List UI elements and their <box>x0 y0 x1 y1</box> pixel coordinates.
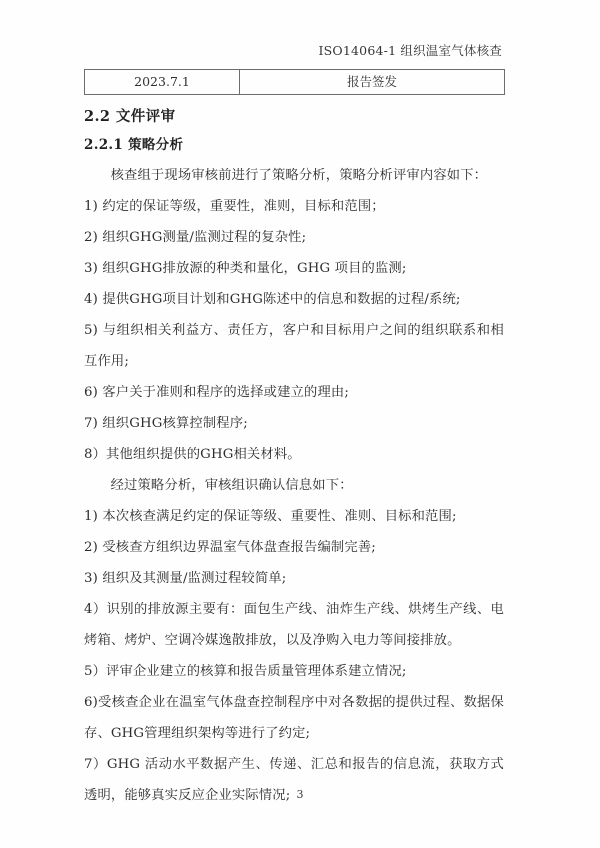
confirm-item-5: 5）评审企业建立的核算和报告质量管理体系建立情况; <box>84 664 407 679</box>
confirm-item-2: 2) 受核查方组织边界温室气体盘查报告编制完善; <box>84 540 376 555</box>
review-item-6: 6) 客户关于准则和程序的选择或建立的理由; <box>84 385 349 400</box>
confirm-item-7: 7）GHG 活动水平数据产生、传递、汇总和报告的信息流，获取方式透明，能够真实反应企业实际情况; <box>84 757 504 803</box>
table-row <box>85 70 505 95</box>
review-item-4: 4) 提供GHG项目计划和GHG陈述中的信息和数据的过程/系统; <box>84 292 461 307</box>
table-cell-date: 2023.7.1 <box>85 70 240 95</box>
confirm-item-4: 4）识别的排放源主要有：面包生产线、油炸生产线、烘烤生产线、电烤箱、烤炉、空调冷媒逸散排放，以及净购入电力等间接排放。 <box>84 602 504 648</box>
section-heading-2-2: 2.2 文件评审 <box>84 108 176 125</box>
page-number: 3 <box>296 788 304 801</box>
review-item-8: 8）其他组织提供的GHG相关材料。 <box>84 447 301 462</box>
running-header: ISO14064-1 组织温室气体核查 <box>318 43 502 58</box>
intro-paragraph: 核查组于现场审核前进行了策略分析，策略分析评审内容如下： <box>110 168 488 183</box>
review-item-7: 7) 组织GHG核算控制程序; <box>84 416 248 431</box>
confirm-item-6: 6)受核查企业在温室气体盘查控制程序中对各数据的提供过程、数据保存、GHG管理组织架构等进行了约定; <box>84 695 504 741</box>
review-item-3: 3) 组织GHG排放源的种类和量化，GHG 项目的监测; <box>84 261 407 276</box>
subsection-heading-2-2-1: 2.2.1 策略分析 <box>84 137 184 153</box>
document-body <box>84 104 504 811</box>
table-cell-stage: 报告签发 <box>240 70 505 95</box>
confirm-item-1: 1) 本次核查满足约定的保证等级、重要性、准则、目标和范围; <box>84 509 457 524</box>
review-item-1: 1) 约定的保证等级，重要性，准则，目标和范围； <box>84 199 385 214</box>
review-item-2: 2) 组织GHG测量/监测过程的复杂性; <box>84 230 307 245</box>
confirmation-paragraph: 经过策略分析，审核组识确认信息如下： <box>110 478 353 493</box>
confirm-item-3: 3) 组织及其测量/监测过程较简单; <box>84 571 287 586</box>
review-item-5: 5) 与组织相关利益方、责任方，客户和目标用户之间的组织联系和相互作用; <box>84 323 504 369</box>
header-info-table <box>84 69 505 95</box>
